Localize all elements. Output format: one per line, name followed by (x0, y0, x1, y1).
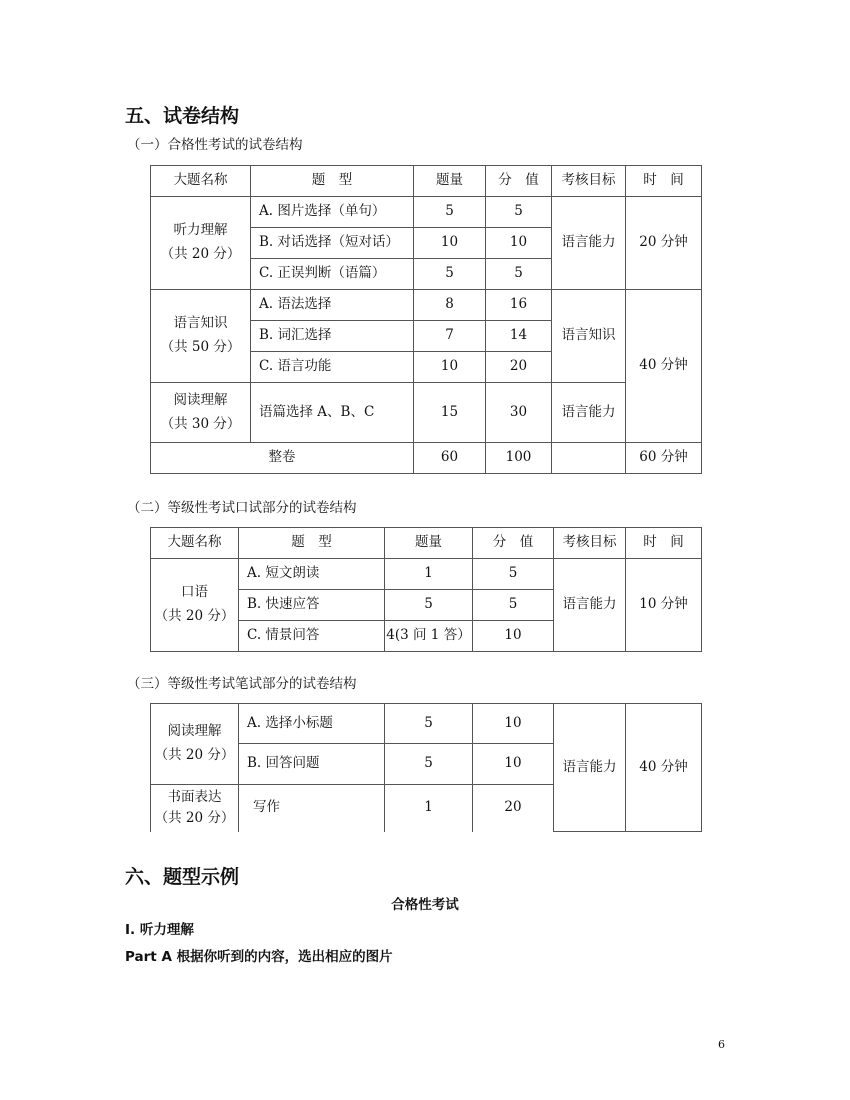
section-name-cell (151, 383, 251, 443)
question-type-cell: A. 图片选择（单句） (251, 197, 414, 228)
time-cell: 40 分钟 (626, 704, 702, 832)
time-cell: 10 分钟 (626, 559, 702, 652)
question-type-cell: B. 快速应答 (239, 590, 385, 621)
table-row (151, 704, 702, 744)
question-count-cell: 5 (385, 704, 473, 744)
question-type-cell: 语篇选择 A、B、C (251, 383, 414, 443)
section-name-cell (151, 785, 239, 832)
question-type-cell: A. 短文朗读 (239, 559, 385, 590)
score-value-cell: 10 (473, 744, 554, 785)
question-count-cell: 5 (414, 259, 486, 290)
table-total-row (151, 443, 702, 474)
question-type-cell: C. 正误判断（语篇） (251, 259, 414, 290)
section-name: 听力理解 (173, 222, 228, 239)
header-cell: 大题名称 (151, 528, 239, 559)
assessment-target-cell: 语言知识 (552, 290, 626, 383)
section-name-cell (151, 290, 251, 383)
header-cell: 考核目标 (552, 166, 626, 197)
header-cell: 时 间 (626, 528, 702, 559)
part-1-title: （一）合格性考试的试卷结构 (127, 137, 303, 153)
question-count-cell: 5 (385, 590, 473, 621)
score-value-cell: 100 (486, 443, 552, 474)
question-type-cell: B. 词汇选择 (251, 321, 414, 352)
question-count-cell: 5 (414, 197, 486, 228)
table-row (151, 197, 702, 228)
section-name: 书面表达 (167, 788, 222, 805)
score-value-cell: 16 (486, 290, 552, 321)
assessment-target-cell: 语言能力 (552, 383, 626, 443)
section-name-cell (151, 704, 239, 785)
part-a-heading: Part A 根据你听到的内容，选出相应的图片 (125, 949, 393, 965)
section-name: 阅读理解 (167, 723, 222, 740)
question-type-cell: A. 语法选择 (251, 290, 414, 321)
assessment-target-cell (552, 443, 626, 474)
written-exam-structure-table (150, 703, 702, 832)
section-score: （共 30 分） (160, 415, 241, 432)
score-value-cell: 10 (473, 704, 554, 744)
score-value-cell: 5 (486, 197, 552, 228)
section-6-title: 六、题型示例 (125, 866, 240, 888)
header-cell: 题 型 (239, 528, 385, 559)
section-name-cell (151, 559, 239, 652)
table-row (151, 559, 702, 590)
part-i-heading: I. 听力理解 (125, 922, 194, 938)
question-count-cell: 10 (414, 352, 486, 383)
question-count-cell: 4(3 问 1 答） (385, 621, 473, 652)
total-label-cell: 整卷 (151, 443, 414, 474)
section-score: （共 50 分） (160, 339, 241, 355)
score-value-cell: 5 (486, 259, 552, 290)
question-count-cell: 7 (414, 321, 486, 352)
score-value-cell: 5 (473, 559, 554, 590)
section-5-title: 五、试卷结构 (125, 105, 240, 127)
header-cell: 时 间 (626, 166, 702, 197)
time-cell: 20 分钟 (626, 197, 702, 290)
table-header-row (151, 528, 702, 559)
header-cell: 分 值 (486, 166, 552, 197)
section-score: （共 20 分） (154, 747, 235, 763)
time-cell: 60 分钟 (626, 443, 702, 474)
header-cell: 考核目标 (554, 528, 626, 559)
score-value-cell: 5 (473, 590, 554, 621)
assessment-target-cell: 语言能力 (552, 197, 626, 290)
section-name-cell (151, 197, 251, 290)
section-score: （共 20 分） (154, 608, 235, 624)
question-type-cell: C. 语言功能 (251, 352, 414, 383)
header-cell: 题量 (385, 528, 473, 559)
qualifying-exam-structure-table (150, 165, 702, 474)
section-name: 语言知识 (173, 315, 228, 332)
score-value-cell: 14 (486, 321, 552, 352)
question-count-cell: 10 (414, 228, 486, 259)
assessment-target-cell: 语言能力 (554, 704, 626, 832)
table-header-row (151, 166, 702, 197)
question-type-cell: C. 情景问答 (239, 621, 385, 652)
question-type-cell: A. 选择小标题 (239, 704, 385, 744)
part-3-title: （三）等级性考试笔试部分的试卷结构 (127, 676, 357, 692)
score-value-cell: 20 (486, 352, 552, 383)
score-value-cell: 10 (473, 621, 554, 652)
question-type-cell: B. 对话选择（短对话） (251, 228, 414, 259)
question-count-cell: 15 (414, 383, 486, 443)
section-name: 阅读理解 (173, 391, 228, 408)
section-score: （共 20 分） (160, 246, 241, 262)
score-value-cell: 10 (486, 228, 552, 259)
time-cell: 40 分钟 (626, 290, 702, 443)
score-value-cell: 20 (473, 785, 554, 832)
question-count-cell: 5 (385, 744, 473, 785)
question-count-cell: 1 (385, 785, 473, 832)
question-count-cell: 8 (414, 290, 486, 321)
header-cell: 分 值 (473, 528, 554, 559)
page-number: 6 (718, 1038, 725, 1051)
question-type-cell: 写作 (239, 785, 385, 832)
exam-subtitle: 合格性考试 (391, 897, 459, 913)
section-score: （共 20 分） (154, 810, 235, 827)
section-name: 口语 (181, 584, 208, 601)
question-type-cell: B. 回答问题 (239, 744, 385, 785)
table-row (151, 383, 702, 443)
oral-exam-structure-table (150, 527, 702, 652)
header-cell: 题 型 (251, 166, 414, 197)
assessment-target-cell: 语言能力 (554, 559, 626, 652)
question-count-cell: 1 (385, 559, 473, 590)
header-cell: 大题名称 (151, 166, 251, 197)
part-2-title: （二）等级性考试口试部分的试卷结构 (127, 500, 357, 516)
score-value-cell: 30 (486, 383, 552, 443)
table-row (151, 290, 702, 321)
header-cell: 题量 (414, 166, 486, 197)
question-count-cell: 60 (414, 443, 486, 474)
